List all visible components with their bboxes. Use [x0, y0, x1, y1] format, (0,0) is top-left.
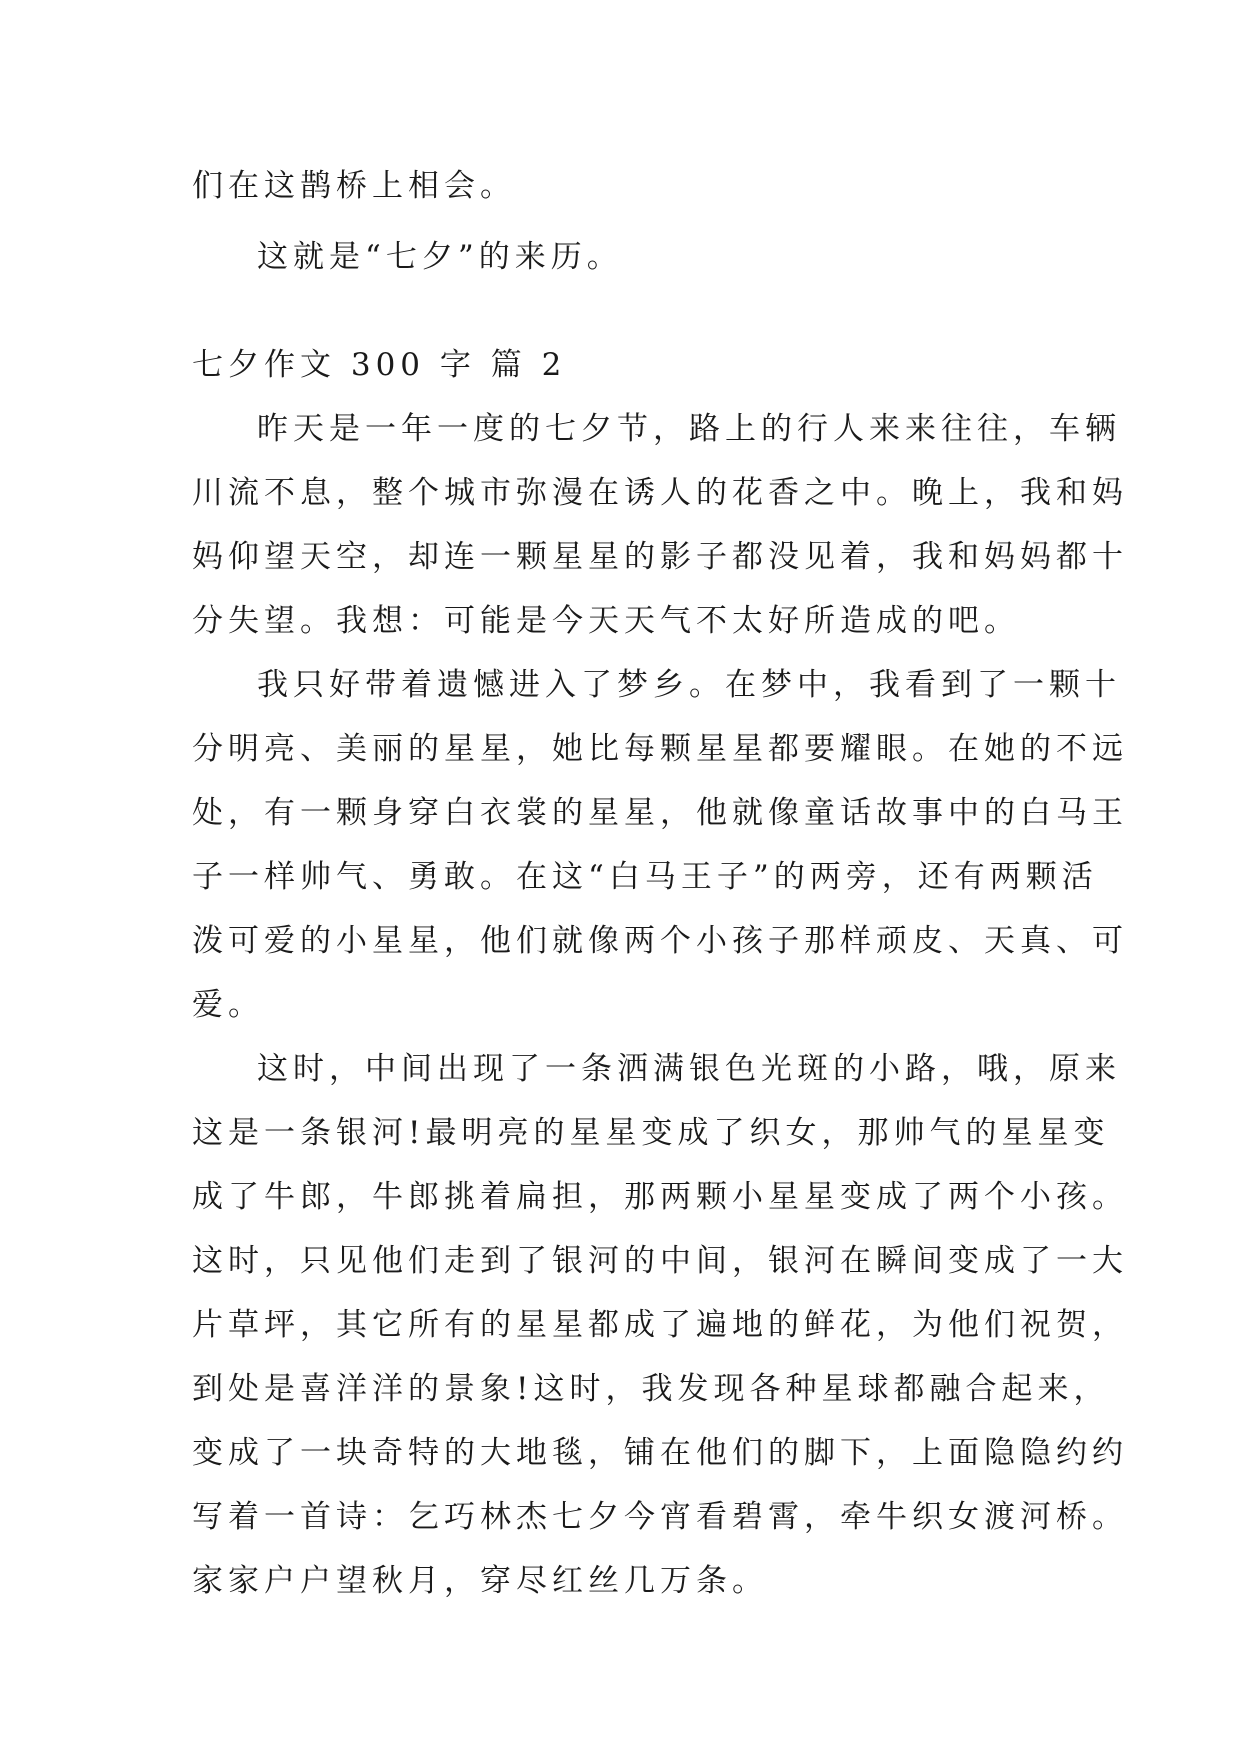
- text-line: 成了牛郎，牛郎挑着扁担，那两颗小星星变成了两个小孩。: [192, 1179, 1128, 1215]
- text-line: 到处是喜洋洋的景象!这时，我发现各种星球都融合起来，: [192, 1371, 1110, 1407]
- text-line: 这时，只见他们走到了银河的中间，银河在瞬间变成了一大: [192, 1243, 1128, 1279]
- text-line: 昨天是一年一度的七夕节，路上的行人来来往往，车辆: [257, 411, 1121, 447]
- text-line: 子一样帅气、勇敢。在这“白马王子”的两旁，还有两颗活: [192, 859, 1098, 895]
- text-line: 写着一首诗：乞巧林杰七夕今宵看碧霄，牵牛织女渡河桥。: [192, 1499, 1128, 1535]
- text-line: 们在这鹊桥上相会。: [192, 168, 516, 204]
- text-line: 我只好带着遗憾进入了梦乡。在梦中，我看到了一颗十: [257, 667, 1121, 703]
- text-line: 处，有一颗身穿白衣裳的星星，他就像童话故事中的白马王: [192, 795, 1128, 831]
- text-line: 变成了一块奇特的大地毯，铺在他们的脚下，上面隐隐约约: [192, 1435, 1128, 1471]
- text-line: 这是一条银河!最明亮的星星变成了织女，那帅气的星星变: [192, 1115, 1110, 1151]
- text-line: 泼可爱的小星星，他们就像两个小孩子那样顽皮、天真、可: [192, 923, 1128, 959]
- section-heading: 七夕作文 300 字 篇 2: [192, 347, 567, 383]
- text-line: 这时，中间出现了一条洒满银色光斑的小路，哦，原来: [257, 1051, 1121, 1087]
- text-line: 妈仰望天空，却连一颗星星的影子都没见着，我和妈妈都十: [192, 539, 1128, 575]
- text-line: 家家户户望秋月，穿尽红丝几万条。: [192, 1563, 768, 1599]
- text-line: 爱。: [192, 987, 264, 1023]
- text-line: 片草坪，其它所有的星星都成了遍地的鲜花，为他们祝贺，: [192, 1307, 1128, 1343]
- text-line: 分明亮、美丽的星星，她比每颗星星都要耀眼。在她的不远: [192, 731, 1128, 767]
- text-line: 分失望。我想：可能是今天天气不太好所造成的吧。: [192, 603, 1020, 639]
- text-line: 川流不息，整个城市弥漫在诱人的花香之中。晚上，我和妈: [192, 475, 1128, 511]
- text-line: 这就是“七夕”的来历。: [257, 239, 623, 275]
